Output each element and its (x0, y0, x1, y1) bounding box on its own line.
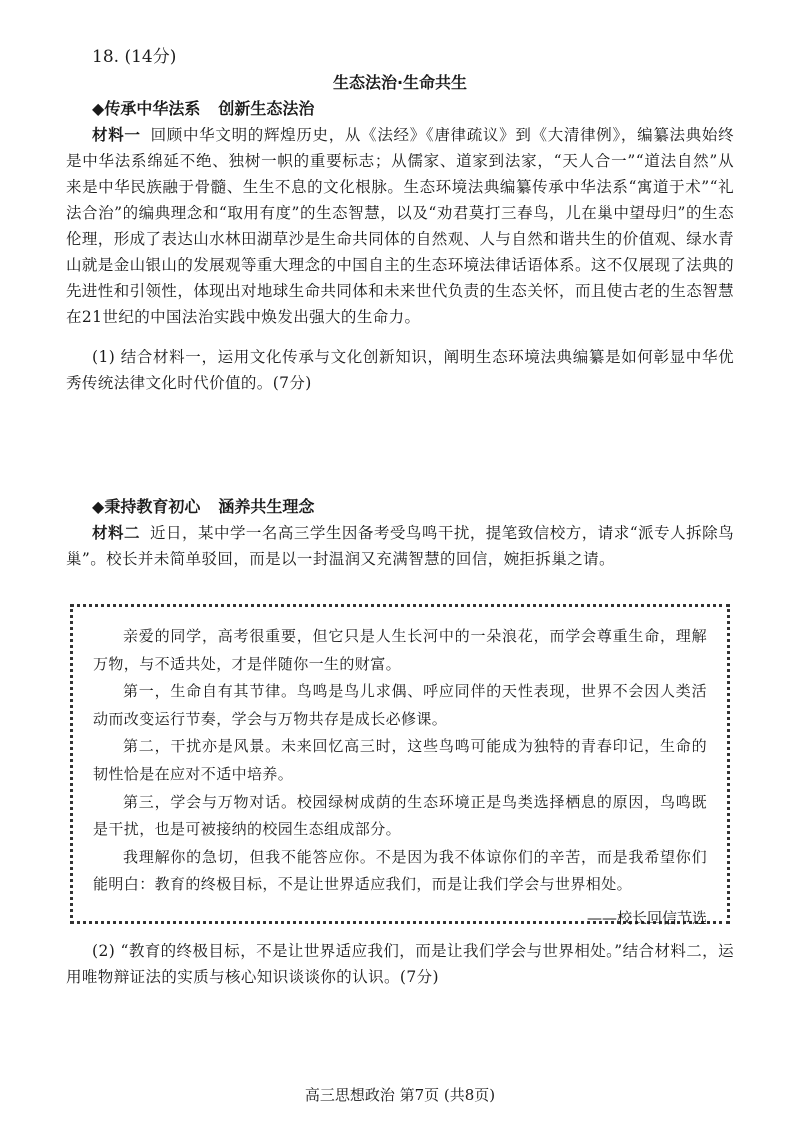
letter-paragraph: 第一，生命自有其节律。鸟鸣是鸟儿求偶、呼应同伴的天性表现，世界不会因人类活动而改变运行节奏，学会与万物共存是成长必修课。 (93, 682, 707, 728)
letter-paragraph: 我理解你的急切，但我不能答应你。不是因为我不体谅你们的辛苦，而是我希望你们能明白：教育的终极目标，不是让世界适应我们，而是让我们学会与世界相处。 (93, 847, 707, 894)
material-1-paragraph (66, 122, 734, 330)
material-1-label: 材料一 (92, 126, 141, 144)
section-heading-1-part-a: 传承中华法系 (104, 99, 201, 118)
diamond-bullet-icon: ◆ (92, 99, 105, 118)
sub-question-1: (1) 结合材料一，运用文化传承与文化创新知识，阐明生态环境法典编纂是如何彰显中华优秀传统法律文化时代价值的。(7分) (66, 348, 734, 392)
principal-letter-box (70, 604, 730, 927)
section-heading-2-part-b: 涵养共生理念 (218, 497, 315, 516)
letter-paragraph: 第二，干扰亦是风景。未来回忆高三时，这些鸟鸣可能成为独特的青春印记，生命的韧性恰是在应对不适中培养。 (93, 737, 707, 783)
letter-paragraph: 亲爱的同学，高考很重要，但它只是人生长河中的一朵浪花，而学会尊重生命，理解万物，与不适共处，才是伴随你一生的财富。 (93, 627, 707, 673)
diamond-bullet-icon: ◆ (92, 497, 105, 516)
material-2-label: 材料二 (92, 524, 140, 542)
page-footer: 高三思想政治 第7页 (共8页) (304, 1086, 496, 1104)
letter-paragraph: 第三，学会与万物对话。校园绿树成荫的生态环境正是鸟类选择栖息的原因，鸟鸣既是干扰，也是可被接纳的校园生态组成部分。 (93, 792, 707, 839)
section-heading-1-part-b: 创新生态法治 (218, 99, 315, 118)
section-heading-2 (92, 494, 314, 517)
question-number: 18. (14分) (92, 47, 177, 67)
sub-question-2: (2) “教育的终极目标，不是让世界适应我们，而是让我们学会与世界相处。”结合材料二，运用唯物辩证法的实质与核心知识谈谈你的认识。(7分) (66, 942, 734, 986)
letter-signature: ——校长回信节选 (586, 908, 707, 927)
section-heading-2-part-a: 秉持教育初心 (104, 497, 201, 516)
section-heading-1 (92, 96, 314, 119)
material-2-text: 近日，某中学一名高三学生因备考受鸟鸣干扰，提笔致信校方，请求“派专人拆除鸟巢”。校长并未简单驳回，而是以一封温润又充满智慧的回信，婉拒拆巢之请。 (66, 524, 734, 568)
material-1-text: 回顾中华文明的辉煌历史，从《法经》《唐律疏议》到《大清律例》，编纂法典始终是中华法系绵延不绝、独树一帜的重要标志；从儒家、道家到法家，“天人合一”“道法自然”从来是中华民族融于骨髓、生生不息的文化根脉。生态环境法典编纂传承中华法系“寓道于术”“礼法合治”的编典理念和“取用有度”的生态智慧，以及“劝君莫打三春鸟，儿在巢中望母归”的生态伦理，形成了表达山水林田湖草沙是生命共同体的自然观、人与自然和谐共生的价值观、绿水青山就是金山银山的发展观等重大理念的中国自主的生态环境法律话语体系。这不仅展现了法典的先进性和引领性，体现出对地球生命共同体和未来世代负责的生态关怀，而且使古老的生态智慧在21世纪的中国法治实践中焕发出强大的生命力。 (66, 126, 734, 326)
material-2-paragraph (66, 520, 734, 572)
question-title: 生态法治·生命共生 (332, 73, 468, 92)
